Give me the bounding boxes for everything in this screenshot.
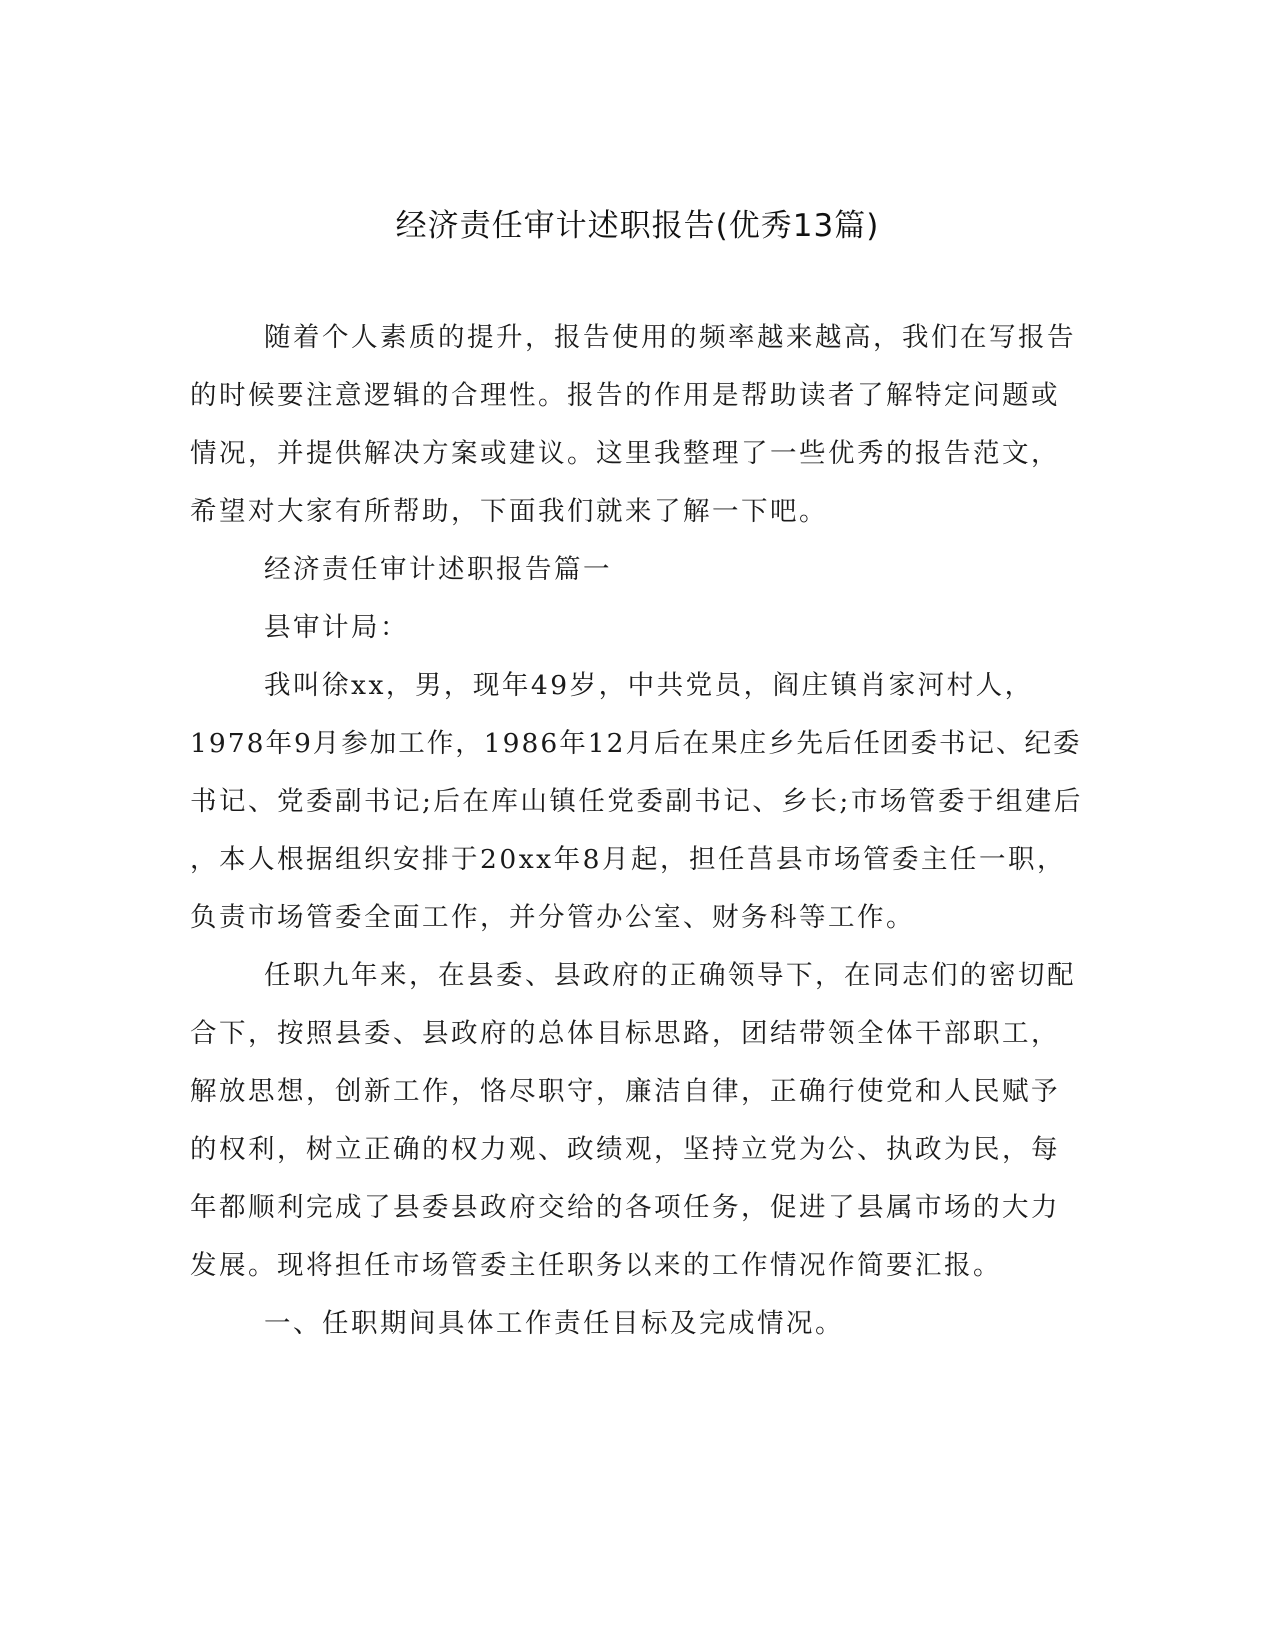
paragraph-line: 我叫徐xx，男，现年49岁，中共党员，阎庄镇肖家河村人， [264,670,1034,701]
salutation: 县审计局： [264,612,409,643]
paragraph-line: 随着个人素质的提升，报告使用的频率越来越高，我们在写报告 [264,322,1076,353]
document-title: 经济责任审计述职报告(优秀13篇) [395,208,880,244]
paragraph-line: 负责市场管委全面工作，并分管办公室、财务科等工作。 [190,902,915,933]
paragraph-line: 年都顺利完成了县委县政府交给的各项任务，促进了县属市场的大力 [190,1192,1060,1223]
paragraph-line: ，本人根据组织安排于20xx年8月起，担任莒县市场管委主任一职， [190,844,1066,875]
paragraph-line: 任职九年来，在县委、县政府的正确领导下，在同志们的密切配 [264,960,1076,991]
section-heading: 经济责任审计述职报告篇一 [264,554,612,585]
paragraph-line: 合下，按照县委、县政府的总体目标思路，团结带领全体干部职工， [190,1018,1060,1049]
paragraph-line: 发展。现将担任市场管委主任职务以来的工作情况作简要汇报。 [190,1250,1002,1281]
paragraph-line: 书记、党委副书记;后在库山镇任党委副书记、乡长;市场管委于组建后 [190,786,1083,817]
paragraph-line: 情况，并提供解决方案或建议。这里我整理了一些优秀的报告范文， [190,438,1060,469]
paragraph-line: 的权利，树立正确的权力观、政绩观，坚持立党为公、执政为民，每 [190,1134,1060,1165]
paragraph-line: 解放思想，创新工作，恪尽职守，廉洁自律，正确行使党和人民赋予 [190,1076,1060,1107]
paragraph-line: 的时候要注意逻辑的合理性。报告的作用是帮助读者了解特定问题或 [190,380,1060,411]
paragraph-line: 1978年9月参加工作，1986年12月后在果庄乡先后任团委书记、纪委 [190,728,1082,759]
paragraph-line: 希望对大家有所帮助，下面我们就来了解一下吧。 [190,496,828,527]
section-heading: 一、任职期间具体工作责任目标及完成情况。 [264,1308,844,1339]
